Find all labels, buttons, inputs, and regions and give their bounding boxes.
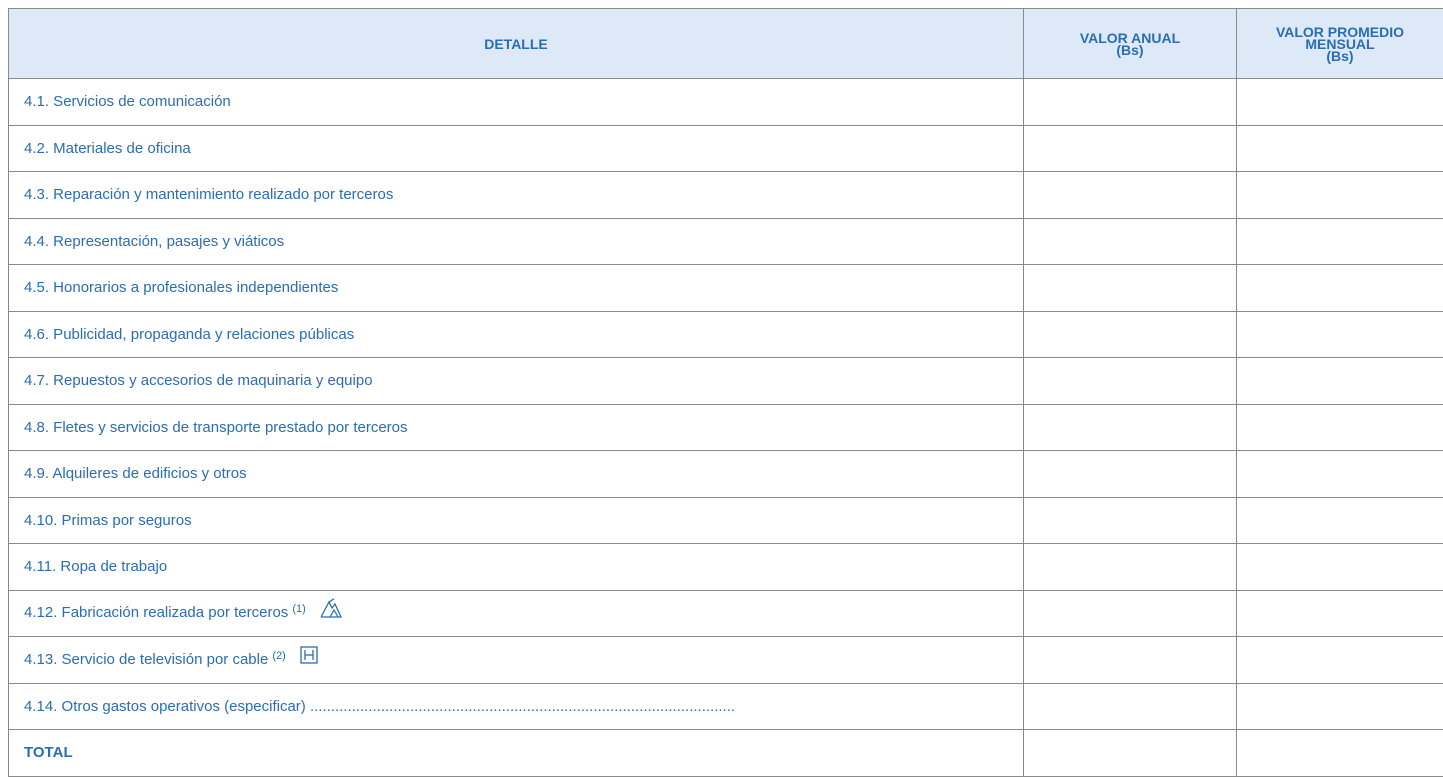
header-valor-mensual-line-1: VALOR PROMEDIO bbox=[1275, 23, 1405, 40]
valor-mensual-cell[interactable] bbox=[1237, 265, 1443, 312]
valor-anual-cell[interactable] bbox=[1024, 404, 1237, 451]
valor-mensual-cell[interactable] bbox=[1237, 637, 1443, 684]
table-row bbox=[9, 404, 1443, 451]
row-label: 4.4. Representación, pasajes y viáticos bbox=[9, 218, 1024, 265]
row-detail-cell bbox=[9, 637, 1024, 684]
row-label: 4.12. Fabricación realizada por terceros bbox=[24, 604, 289, 622]
table-row bbox=[9, 590, 1443, 637]
row-label: 4.10. Primas por seguros bbox=[9, 497, 1024, 544]
valor-mensual-cell[interactable] bbox=[1237, 358, 1443, 405]
row-label: 4.14. Otros gastos operativos (especificar) bbox=[24, 697, 306, 715]
table-row bbox=[9, 683, 1443, 730]
table-row bbox=[9, 544, 1443, 591]
valor-mensual-cell[interactable] bbox=[1237, 404, 1443, 451]
valor-anual-cell[interactable] bbox=[1024, 683, 1237, 730]
valor-mensual-cell[interactable] bbox=[1237, 544, 1443, 591]
valor-anual-cell[interactable] bbox=[1024, 497, 1237, 544]
row-label: 4.9. Alquileres de edificios y otros bbox=[9, 451, 1024, 498]
table-row bbox=[9, 358, 1443, 405]
header-detalle-label: DETALLE bbox=[484, 35, 548, 52]
valor-anual-cell[interactable] bbox=[1024, 590, 1237, 637]
valor-anual-cell[interactable] bbox=[1024, 311, 1237, 358]
total-row bbox=[9, 730, 1443, 777]
valor-mensual-cell[interactable] bbox=[1237, 311, 1443, 358]
row-label: 4.8. Fletes y servicios de transporte prestado por terceros bbox=[9, 404, 1024, 451]
valor-mensual-cell[interactable] bbox=[1237, 451, 1443, 498]
row-label: 4.11. Ropa de trabajo bbox=[9, 544, 1024, 591]
table-row bbox=[9, 172, 1443, 219]
valor-anual-cell[interactable] bbox=[1024, 265, 1237, 312]
header-valor-anual-line-1: VALOR ANUAL bbox=[1079, 29, 1181, 46]
row-label: 4.6. Publicidad, propaganda y relaciones públicas bbox=[9, 311, 1024, 358]
table-row bbox=[9, 637, 1443, 684]
valor-mensual-cell[interactable] bbox=[1237, 218, 1443, 265]
valor-mensual-cell[interactable] bbox=[1237, 497, 1443, 544]
valor-anual-cell[interactable] bbox=[1024, 79, 1237, 126]
valor-anual-cell[interactable] bbox=[1024, 172, 1237, 219]
valor-anual-cell[interactable] bbox=[1024, 637, 1237, 684]
valor-anual-cell[interactable] bbox=[1024, 544, 1237, 591]
mountain-mining-icon bbox=[320, 598, 342, 622]
row-detail-cell bbox=[9, 683, 1024, 730]
row-detail-cell bbox=[9, 590, 1024, 637]
specify-dotted-line[interactable]: ...................................................................................................... bbox=[309, 697, 736, 715]
header-detalle bbox=[9, 9, 1024, 79]
footnote-marker: (1) bbox=[292, 603, 306, 616]
row-label: 4.1. Servicios de comunicación bbox=[9, 79, 1024, 126]
row-label: 4.2. Materiales de oficina bbox=[9, 125, 1024, 172]
valor-mensual-cell[interactable] bbox=[1237, 172, 1443, 219]
table-row bbox=[9, 79, 1443, 126]
expense-form-table bbox=[8, 8, 1443, 777]
total-valor-anual-cell[interactable] bbox=[1024, 730, 1237, 777]
row-label: 4.13. Servicio de televisión por cable bbox=[24, 650, 269, 668]
table-row bbox=[9, 265, 1443, 312]
valor-anual-cell[interactable] bbox=[1024, 451, 1237, 498]
header-valor-mensual-line-3: (Bs) bbox=[1326, 47, 1354, 64]
valor-mensual-cell[interactable] bbox=[1237, 79, 1443, 126]
valor-anual-cell[interactable] bbox=[1024, 125, 1237, 172]
table-row bbox=[9, 311, 1443, 358]
total-valor-mensual-cell[interactable] bbox=[1237, 730, 1443, 777]
table-row bbox=[9, 125, 1443, 172]
footnote-marker: (2) bbox=[272, 649, 286, 662]
valor-mensual-cell[interactable] bbox=[1237, 683, 1443, 730]
valor-mensual-cell[interactable] bbox=[1237, 125, 1443, 172]
valor-anual-cell[interactable] bbox=[1024, 218, 1237, 265]
valor-mensual-cell[interactable] bbox=[1237, 590, 1443, 637]
table-row bbox=[9, 497, 1443, 544]
row-label: 4.3. Reparación y mantenimiento realizado por terceros bbox=[9, 172, 1024, 219]
table-row bbox=[9, 218, 1443, 265]
total-label: TOTAL bbox=[9, 730, 1024, 777]
header-valor-anual-line-2: (Bs) bbox=[1116, 41, 1144, 58]
row-label: 4.7. Repuestos y accesorios de maquinaria y equipo bbox=[9, 358, 1024, 405]
row-label: 4.5. Honorarios a profesionales independientes bbox=[9, 265, 1024, 312]
header-valor-mensual bbox=[1237, 9, 1443, 79]
header-row bbox=[9, 9, 1443, 79]
header-valor-mensual-line-2: MENSUAL bbox=[1305, 35, 1375, 52]
valor-anual-cell[interactable] bbox=[1024, 358, 1237, 405]
boxed-h-icon bbox=[300, 646, 318, 668]
header-valor-anual bbox=[1024, 9, 1237, 79]
table-row bbox=[9, 451, 1443, 498]
